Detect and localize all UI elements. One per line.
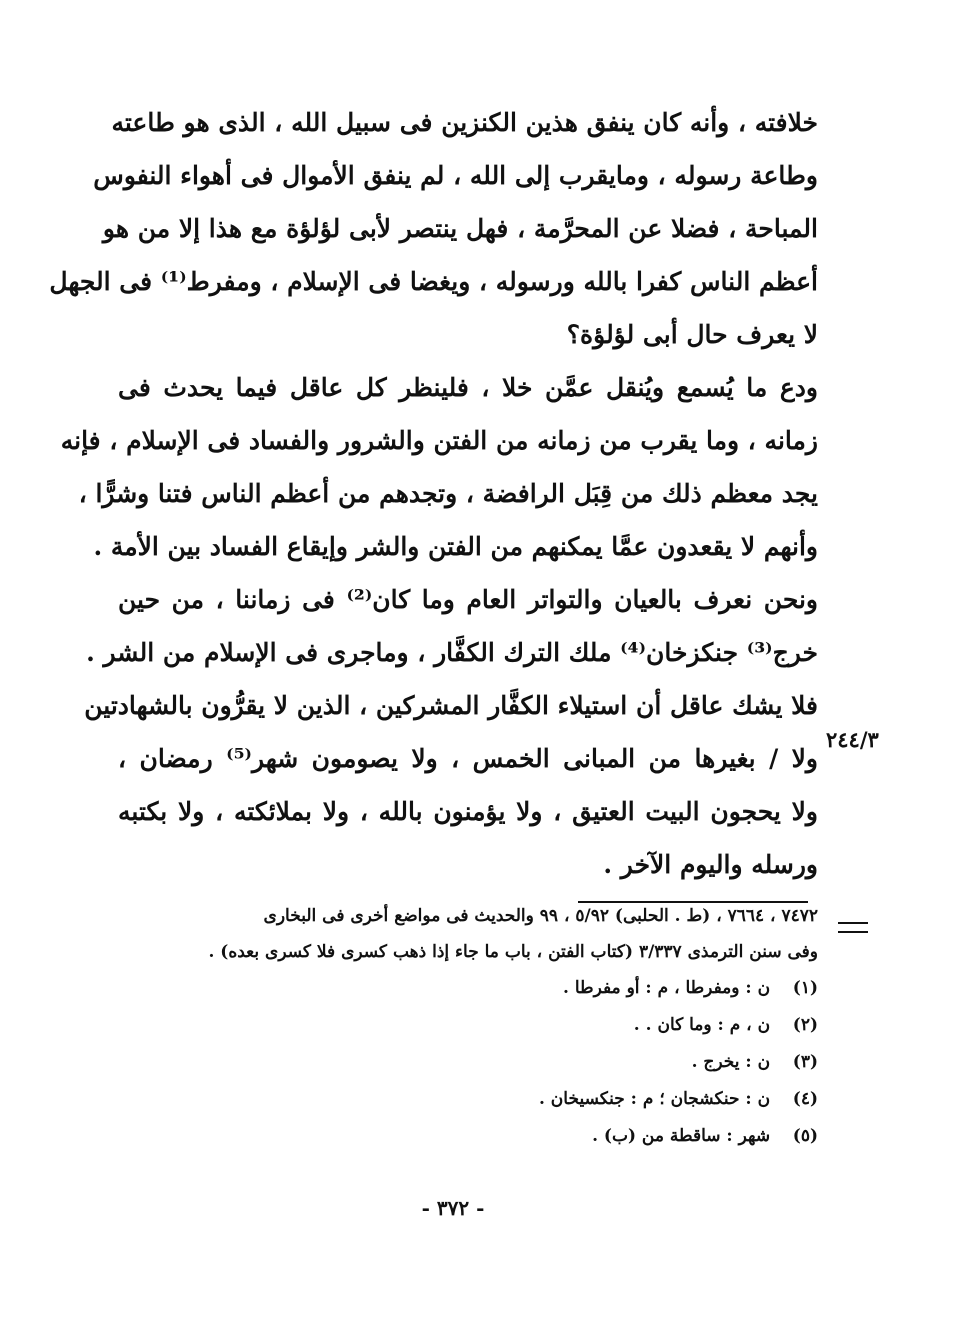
text-line: ورسله واليوم الآخر . xyxy=(603,850,818,879)
text-line: وأنهم لا يقعدون عمَّا يمكنهم من الفتن والشر وإيقاع الفساد بين الأمة . xyxy=(93,532,818,561)
footnote-number: (١) xyxy=(792,978,818,998)
text-line: خلافته ، وأنه كان ينفق هذين الكنزين فى سبيل الله ، الذى هو طاعته xyxy=(111,108,818,137)
footnote-continuation-line: وفى سنن الترمذى ٣/٣٣٧ (كتاب الفتن ، باب ما جاء إذا ذهب كسرى فلا كسرى بعده) . xyxy=(208,942,818,962)
footnote-number: (٢) xyxy=(792,1015,818,1035)
text-line: ولا / بغيرها من المبانى الخمس ، ولا يصومون شهر⁽⁵⁾ رمضان ، xyxy=(118,744,819,773)
footnote-text: شهر : ساقطة من (ب) . xyxy=(592,1126,771,1146)
page-number: - ٣٧٢ - xyxy=(421,1196,485,1220)
footnote-number: (٣) xyxy=(792,1052,818,1072)
footnote-item xyxy=(118,1118,818,1155)
text-line: يجد معظم ذلك من قِبَل الرافضة ، وتجدهم من أعظم الناس فتنا وشرًّا ، xyxy=(78,479,818,508)
footnote-item xyxy=(118,1044,818,1081)
footnotes xyxy=(118,898,818,1155)
footnote-item xyxy=(118,1081,818,1118)
footnote-continuation-line: ٧٤٧٢ ، ٧٦٦٤ ، (ط . الحلبى) ٥/٩٢ ، ٩٩ والحديث فى مواضع أخرى فى البخارى xyxy=(263,906,818,926)
text-line: خرج⁽³⁾ جنكزخان⁽⁴⁾ ملك الترك الكفَّار ، وماجرى فى الإسلام من الشر . xyxy=(86,638,818,667)
text-line: أعظم الناس كفرا بالله ورسوله ، ويغضا فى الإسلام ، ومفرط⁽¹⁾ فى الجهل xyxy=(49,267,818,296)
text-line: فلا يشك عاقل أن استيلاء الكفَّار المشركين ، الذين لا يقرُّون بالشهادتين xyxy=(84,691,818,720)
text-line: وطاعة رسوله ، ومايقرب إلى الله ، لم ينفق الأموال فى أهواء النفوس xyxy=(93,161,818,190)
margin-reference: ٢٤٤/٣ xyxy=(826,727,879,752)
footnote-text: ن : يخرج . xyxy=(691,1052,771,1072)
footnote-number: (٥) xyxy=(792,1126,818,1146)
text-line: لا يعرف حال أبى لؤلؤة؟ xyxy=(566,320,818,349)
footnote-number: (٤) xyxy=(792,1089,818,1109)
footnote-continuation-mark xyxy=(838,922,868,933)
text-line: المباحة ، فضلا عن المحرَّمة ، فهل ينتصر لأبى لؤلؤة مع هذا إلا من هو xyxy=(102,214,818,243)
footnote-text: ن ، م : وما كان . . xyxy=(633,1015,771,1035)
text-line: ودع ما يُسمع ويُنقل عمَّن خلا ، فلينظر كل عاقل فيما يحدث فى xyxy=(118,373,818,402)
main-text xyxy=(49,96,819,891)
text-line: زمانه ، وما يقرب من زمانه من الفتن والشرور والفساد فى الإسلام ، فإنه xyxy=(60,426,818,455)
footnote-text: ن : ومفرطا ، م : أو مفرطا . xyxy=(563,978,771,998)
text-line: ونحن نعرف بالعيان والتواتر العام وما كان⁽²⁾ فى زماننا ، من حين xyxy=(118,585,818,614)
footnote-text: ن : حنكشجان ؛ م : جنكسيخان . xyxy=(538,1089,771,1109)
text-line: ولا يحجون البيت العتيق ، ولا يؤمنون بالله ، ولا بملائكته ، ولا بكتبه xyxy=(118,797,818,826)
footnote-item xyxy=(118,1007,818,1044)
footnote-item xyxy=(118,970,818,1007)
